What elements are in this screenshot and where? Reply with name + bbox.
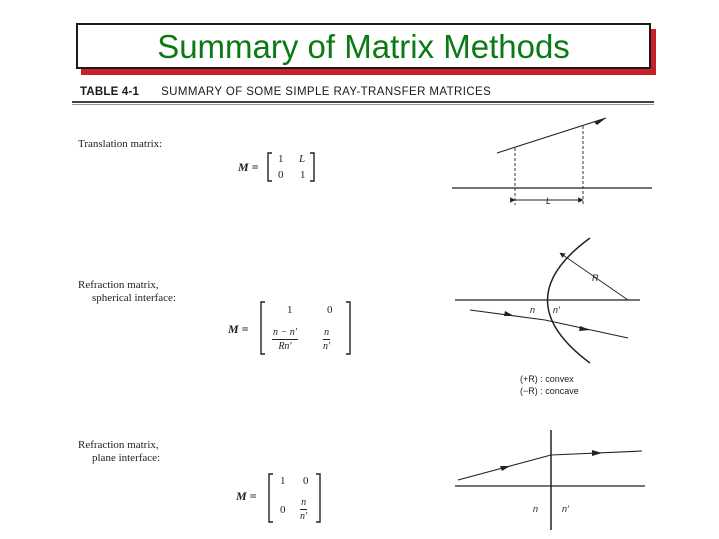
matrix-symbol: M =	[236, 489, 257, 503]
ray-arrow	[500, 466, 510, 471]
sign-convention-legend	[520, 373, 579, 397]
spherical-refraction-diagram	[455, 238, 640, 363]
table-caption: SUMMARY OF SOME SIMPLE RAY-TRANSFER MATRICES	[161, 86, 492, 98]
ray-arrow	[504, 311, 514, 316]
matrix-cell: 1	[300, 169, 306, 181]
page-title: Summary of Matrix Methods	[157, 27, 570, 65]
medium-label: n′	[562, 504, 569, 514]
matrix-fraction: $\frac{n}{n'}$	[323, 327, 331, 352]
ray-arrow	[592, 450, 602, 456]
spherical-refraction-label: Refraction matrix, spherical interface:	[78, 279, 176, 304]
plane-refraction-label: Refraction matrix, plane interface:	[78, 439, 161, 464]
matrix-symbol: M =	[238, 160, 259, 174]
matrix-cell: 0	[327, 304, 333, 316]
matrix-cell: L	[299, 153, 306, 165]
ray-arrow	[579, 326, 590, 331]
legend-item: (−R) : concave	[520, 386, 579, 396]
table-number: TABLE 4-1	[80, 86, 140, 98]
translation-label: Translation matrix:	[78, 138, 163, 150]
translation-diagram	[452, 118, 652, 206]
matrix-cell: 1	[278, 153, 284, 165]
plane-refraction-diagram	[455, 430, 645, 530]
matrix-fraction: $\frac{n - n'}{Rn'}$	[273, 327, 297, 352]
matrix-symbol: M =	[228, 322, 249, 336]
medium-label: n	[533, 504, 539, 514]
matrix-cell: 0	[278, 169, 284, 181]
medium-label: n	[530, 305, 536, 315]
matrix-cell: 0	[280, 504, 286, 516]
matrix-cell: 1	[287, 304, 293, 316]
matrix-cell: 0	[303, 475, 309, 487]
matrix-cell: 1	[280, 475, 286, 487]
ray-arrow	[594, 118, 606, 125]
legend-item: (+R) : convex	[520, 374, 574, 384]
distance-label: L	[546, 196, 552, 206]
matrix-fraction: $\frac{n}{n'}$	[300, 497, 308, 522]
medium-label: n′	[553, 305, 560, 315]
ray	[497, 118, 606, 153]
radius-label: R	[592, 273, 599, 283]
